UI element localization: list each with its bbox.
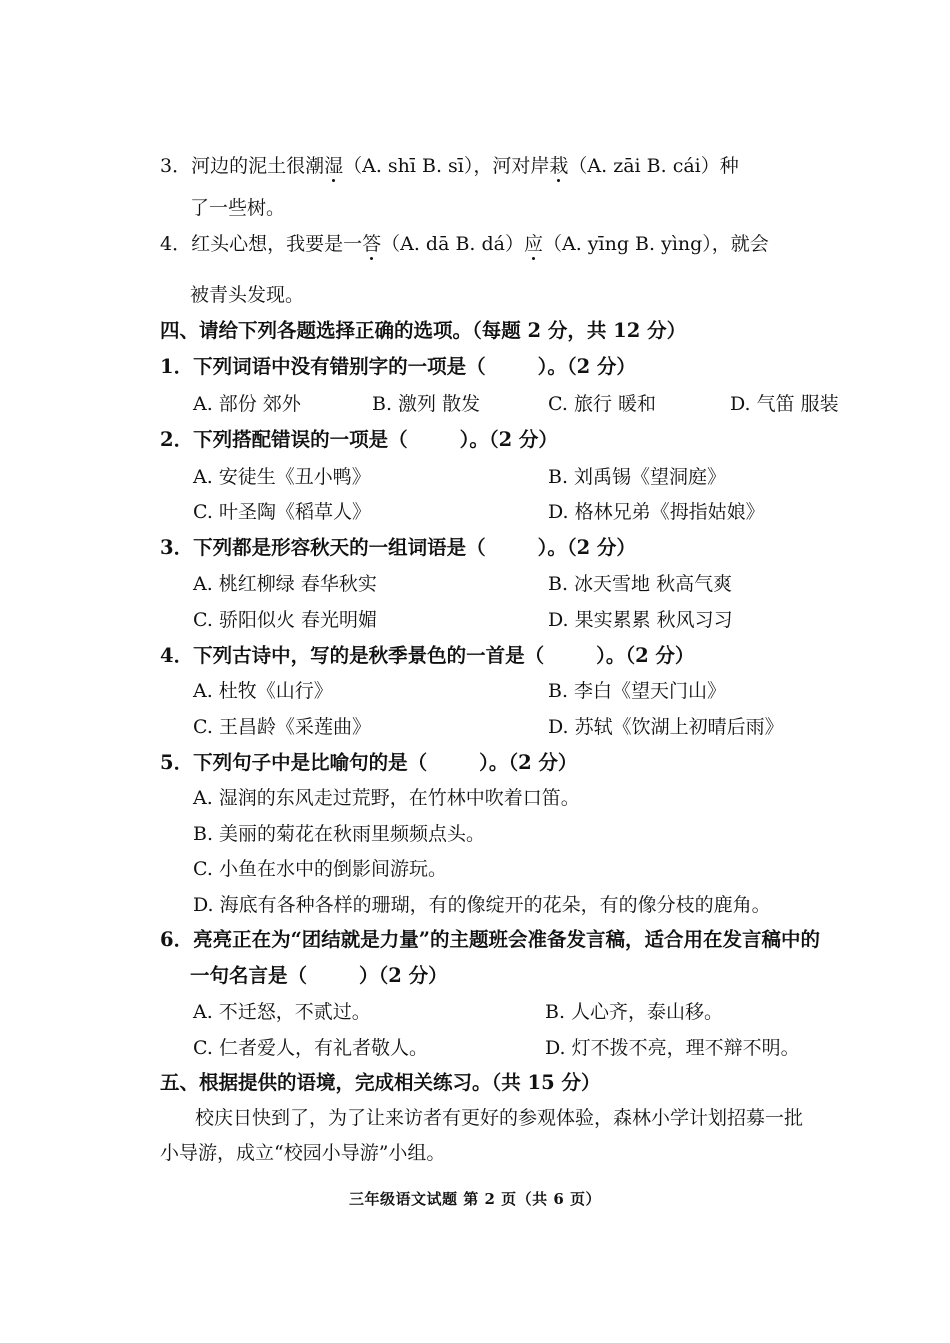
q3-dotted-char-2: 栽 xyxy=(549,155,569,177)
q3-dotted-char-1: 湿 xyxy=(324,155,344,177)
question-6-stem-post: ）（2 分） xyxy=(359,964,448,987)
q4-dotted-char-1: 答 xyxy=(362,233,382,255)
q3-option-a: A. 桃红柳绿 春华秋实 xyxy=(193,573,377,595)
q3-text-mid: （A. shī B. sī），河对岸 xyxy=(343,155,550,177)
question-6-stem-line1: 6．亮亮正在为“团结就是力量”的主题班会准备发言稿，适合用在发言稿中的 xyxy=(160,928,821,951)
q3-line1 xyxy=(160,154,739,178)
q4-line1 xyxy=(160,232,769,256)
q2-option-a: A. 安徒生《丑小鸭》 xyxy=(193,466,371,488)
q6-option-c: C. 仁者爱人，有礼者敬人。 xyxy=(193,1037,428,1059)
q4-option-c: C. 王昌龄《采莲曲》 xyxy=(193,716,371,738)
question-4-stem-post: ）。（2 分） xyxy=(596,644,695,667)
q3-text-pre: 3．河边的泥土很潮 xyxy=(160,155,325,177)
q3-option-c: C. 骄阳似火 春光明媚 xyxy=(193,609,377,631)
page-footer: 三年级语文试题 第 2 页（共 6 页） xyxy=(349,1190,601,1208)
section5-paragraph-line2: 小导游，成立“校园小导游”小组。 xyxy=(160,1142,446,1164)
q6-option-d: D. 灯不拨不亮，理不辩不明。 xyxy=(545,1037,800,1059)
section5-paragraph-line1: 校庆日快到了，为了让来访者有更好的参观体验，森林小学计划招募一批 xyxy=(195,1107,804,1129)
q5-option-d: D. 海底有各种各样的珊瑚，有的像绽开的花朵，有的像分枝的鹿角。 xyxy=(193,894,771,916)
q4-option-d: D. 苏轼《饮湖上初晴后雨》 xyxy=(548,716,784,738)
question-1-stem-post: ）。（2 分） xyxy=(537,355,636,378)
q3-option-b: B. 冰天雪地 秋高气爽 xyxy=(548,573,733,595)
q2-option-b: B. 刘禹锡《望洞庭》 xyxy=(548,466,727,488)
section4-heading: 四、请给下列各题选择正确的选项。（每题 2 分，共 12 分） xyxy=(160,319,687,342)
q3-option-d: D. 果实累累 秋风习习 xyxy=(548,609,733,631)
q1-option-c: C. 旅行 暖和 xyxy=(548,393,656,415)
q4-text-mid: （A. dā B. dá） xyxy=(381,233,524,255)
q4-option-b: B. 李白《望天门山》 xyxy=(548,680,727,702)
q1-option-a: A. 部份 郊外 xyxy=(193,393,301,415)
section5-heading: 五、根据提供的语境，完成相关练习。（共 15 分） xyxy=(160,1071,601,1094)
q5-option-b: B. 美丽的菊花在秋雨里频频点头。 xyxy=(193,823,486,845)
question-5-stem-post: ）。（2 分） xyxy=(479,751,578,774)
q4-option-a: A. 杜牧《山行》 xyxy=(193,680,333,702)
q5-option-a: A. 湿润的东风走过荒野，在竹林中吹着口笛。 xyxy=(193,787,580,809)
question-4-stem-pre: 4．下列古诗中，写的是秋季景色的一首是（ xyxy=(160,644,545,667)
question-2-stem-pre: 2．下列搭配错误的一项是（ xyxy=(160,428,408,451)
q3-line2: 了一些树。 xyxy=(190,197,286,219)
q1-option-b: B. 激列 散发 xyxy=(372,393,481,415)
q4-text-post: （A. yīng B. yìng），就会 xyxy=(543,233,769,255)
q4-dotted-char-2: 应 xyxy=(523,233,543,255)
question-1-stem xyxy=(160,355,636,379)
question-3-stem-pre: 3．下列都是形容秋天的一组词语是（ xyxy=(160,536,486,559)
question-6-stem-pre: 一句名言是（ xyxy=(190,964,308,987)
q6-option-a: A. 不迁怒，不贰过。 xyxy=(193,1001,371,1023)
question-5-stem-pre: 5．下列句子中是比喻句的是（ xyxy=(160,751,428,774)
q2-option-d: D. 格林兄弟《拇指姑娘》 xyxy=(548,501,765,523)
question-1-stem-pre: 1．下列词语中没有错别字的一项是（ xyxy=(160,355,486,378)
question-3-stem xyxy=(160,536,636,560)
question-5-stem xyxy=(160,751,577,775)
question-3-stem-post: ）。（2 分） xyxy=(537,536,636,559)
question-2-stem-post: ）。（2 分） xyxy=(459,428,558,451)
q4-text-pre: 4．红头心想，我要是一 xyxy=(160,233,363,255)
question-6-stem-line2 xyxy=(190,964,448,988)
q3-text-post: （A. zāi B. cái）种 xyxy=(568,155,739,177)
q1-option-d: D. 气笛 服装 xyxy=(730,393,839,415)
question-4-stem xyxy=(160,644,694,668)
q2-option-c: C. 叶圣陶《稻草人》 xyxy=(193,501,371,523)
q5-option-c: C. 小鱼在水中的倒影间游玩。 xyxy=(193,858,447,880)
q6-option-b: B. 人心齐，泰山移。 xyxy=(545,1001,724,1023)
question-2-stem xyxy=(160,428,558,452)
q4-line2: 被青头发现。 xyxy=(190,284,305,306)
